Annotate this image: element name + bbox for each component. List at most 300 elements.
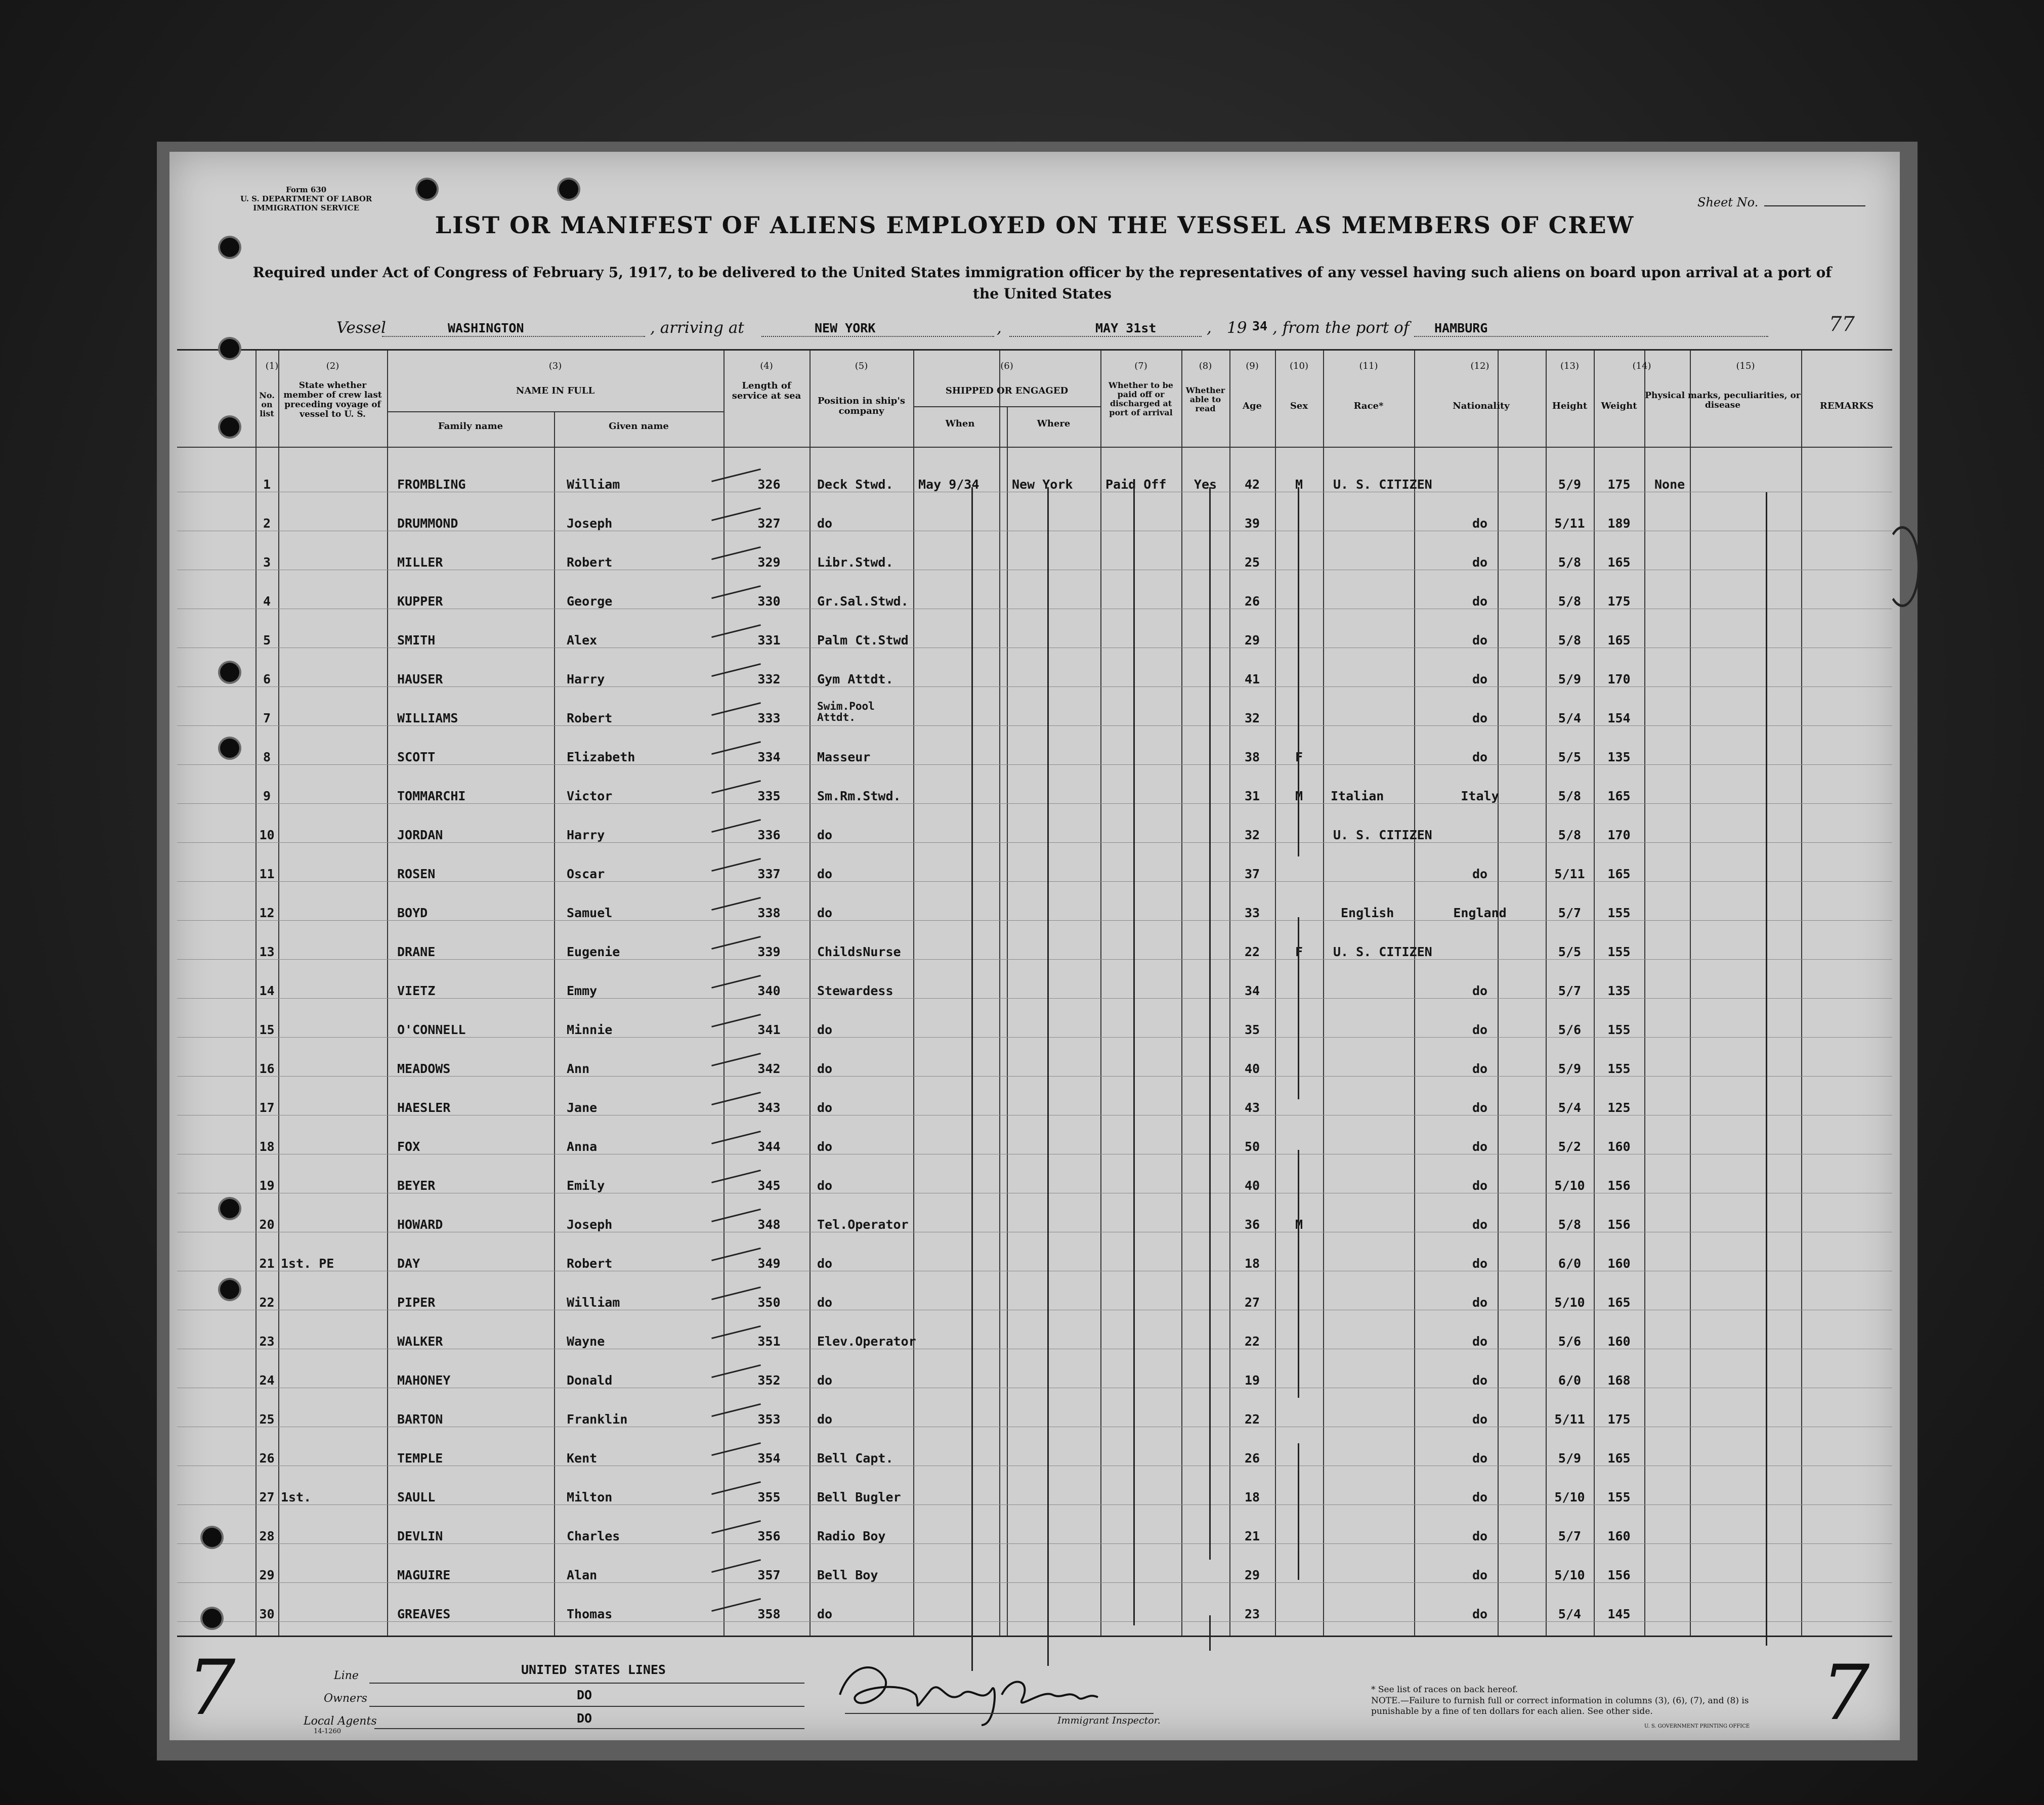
row-given-name: Anna — [567, 1139, 598, 1154]
penalty-note: NOTE.—Failure to furnish full or correct information in columns (3), (6), (7), and (8) is punishable by a fine of ten dollars for each alien. See other side. — [1371, 1696, 1749, 1716]
row-family-name: BARTON — [397, 1412, 443, 1427]
row-length-service: 353 — [757, 1412, 781, 1427]
row-position: do — [817, 828, 833, 842]
row-weight: 155 — [1607, 1022, 1631, 1037]
table-row-line — [177, 1582, 1892, 1583]
punch-hole — [559, 180, 578, 199]
row-weight: 155 — [1607, 944, 1631, 959]
row-family-name: MILLER — [397, 555, 443, 570]
row-given-name: Ann — [567, 1061, 590, 1076]
col-age: Age — [1242, 401, 1262, 411]
row-nationality: do — [1472, 1061, 1488, 1076]
row-height: 5/11 — [1554, 516, 1585, 531]
column-number: (15) — [1736, 361, 1755, 371]
row-nationality: England — [1453, 906, 1507, 920]
row-length-service: 337 — [757, 867, 781, 881]
col-weight: Weight — [1601, 401, 1637, 411]
row-age: 29 — [1244, 633, 1260, 648]
sheet-number-line — [1764, 205, 1865, 206]
row-age: 32 — [1244, 711, 1260, 725]
row-nationality: do — [1472, 1490, 1488, 1505]
row-position: Bell Boy — [817, 1568, 878, 1582]
column-number: (11) — [1359, 361, 1378, 371]
row-height: 6/0 — [1558, 1373, 1582, 1388]
row-given-name: Kent — [567, 1451, 598, 1466]
row-height: 5/4 — [1558, 1607, 1582, 1621]
row-age: 43 — [1244, 1100, 1260, 1115]
ditto-stroke — [1209, 487, 1211, 1560]
row-length-service: 350 — [757, 1295, 781, 1310]
vessel-name: WASHINGTON — [448, 321, 524, 335]
row-nationality: do — [1472, 1568, 1488, 1582]
row-position: Radio Boy — [817, 1529, 886, 1543]
row-position: Sm.Rm.Stwd. — [817, 789, 901, 803]
row-length-service: 357 — [757, 1568, 781, 1582]
department: U. S. DEPARTMENT OF LABOR — [240, 194, 372, 203]
row-given-name: Robert — [567, 555, 613, 570]
row-number: 5 — [263, 633, 271, 648]
handwritten-margin-mark — [1885, 526, 1920, 607]
ditto-stroke — [1298, 1443, 1299, 1580]
row-number: 2 — [263, 516, 271, 531]
row-nationality: do — [1472, 1529, 1488, 1543]
row-height: 5/9 — [1558, 477, 1582, 492]
row-age: 50 — [1244, 1139, 1260, 1154]
row-height: 5/8 — [1558, 633, 1582, 648]
row-number: 8 — [263, 750, 271, 764]
ditto-stroke — [1209, 1615, 1211, 1651]
row-weight: 160 — [1607, 1334, 1631, 1349]
row-length-service: 340 — [757, 983, 781, 998]
row-given-name: Franklin — [567, 1412, 628, 1427]
row-age: 31 — [1244, 789, 1260, 803]
row-nationality: do — [1472, 1295, 1488, 1310]
column-number: (14) — [1632, 361, 1651, 371]
column-number: (12) — [1470, 361, 1489, 371]
row-age: 27 — [1244, 1295, 1260, 1310]
arriving-dots — [761, 336, 994, 337]
row-position: do — [817, 1256, 833, 1271]
col-when: When — [945, 418, 975, 429]
col-no-on-list: No. on list — [259, 391, 275, 418]
row-position: do — [817, 906, 833, 920]
row-nationality: do — [1472, 1256, 1488, 1271]
punch-hole — [220, 1280, 239, 1299]
row-family-name: SAULL — [397, 1490, 436, 1505]
row-length-service: 358 — [757, 1607, 781, 1621]
row-race: U. S. CITIZEN — [1333, 828, 1432, 842]
row-weight: 160 — [1607, 1139, 1631, 1154]
col-given-name: Given name — [609, 421, 669, 432]
col-length-service: Length of service at sea — [732, 380, 801, 401]
row-length-service: 351 — [757, 1334, 781, 1349]
row-position: do — [817, 1373, 833, 1388]
row-family-name: BOYD — [397, 906, 428, 920]
row-number: 12 — [259, 906, 275, 920]
row-number: 21 — [259, 1256, 275, 1271]
name-subdivider — [387, 411, 723, 412]
punch-hole — [202, 1609, 222, 1628]
row-number: 24 — [259, 1373, 275, 1388]
row-position: do — [817, 516, 833, 531]
ditto-stroke — [1047, 487, 1049, 1666]
row-weight: 165 — [1607, 633, 1631, 648]
row-height: 5/9 — [1558, 672, 1582, 686]
row-family-name: O'CONNELL — [397, 1022, 466, 1037]
row-position: Deck Stwd. — [817, 477, 893, 492]
row-age: 38 — [1244, 750, 1260, 764]
printing-office: U. S. GOVERNMENT PRINTING OFFICE — [1644, 1724, 1750, 1729]
row-number: 14 — [259, 983, 275, 998]
agents-underline — [374, 1728, 804, 1729]
row-nationality: do — [1472, 750, 1488, 764]
row-number: 30 — [259, 1607, 275, 1621]
row-height: 5/4 — [1558, 711, 1582, 725]
row-age: 36 — [1244, 1217, 1260, 1232]
row-position: do — [817, 1061, 833, 1076]
row-length-service: 335 — [757, 789, 781, 803]
row-age: 18 — [1244, 1256, 1260, 1271]
row-age: 21 — [1244, 1529, 1260, 1543]
page-mark: 77 — [1829, 313, 1855, 336]
row-position: do — [817, 1178, 833, 1193]
row-given-name: Harry — [567, 828, 605, 842]
col-race: Race* — [1353, 401, 1384, 411]
row-position: do — [817, 1022, 833, 1037]
row-able-read: Yes — [1194, 477, 1217, 492]
row-family-name: MAHONEY — [397, 1373, 451, 1388]
row-length-service: 344 — [757, 1139, 781, 1154]
row-race: U. S. CITIZEN — [1333, 477, 1432, 492]
ditto-stroke — [1766, 492, 1767, 1646]
row-nationality: do — [1472, 983, 1488, 998]
row-length-service: 348 — [757, 1217, 781, 1232]
col-able-read: Whether able to read — [1185, 385, 1225, 413]
row-number: 29 — [259, 1568, 275, 1582]
row-nationality: do — [1472, 1334, 1488, 1349]
line-underline — [369, 1683, 804, 1684]
from-port: HAMBURG — [1434, 321, 1488, 335]
row-weight: 175 — [1607, 594, 1631, 609]
row-height: 5/11 — [1554, 867, 1585, 881]
row-length-service: 327 — [757, 516, 781, 531]
row-length-service: 341 — [757, 1022, 781, 1037]
col-sex: Sex — [1290, 401, 1308, 411]
row-age: 23 — [1244, 1607, 1260, 1621]
row-age: 32 — [1244, 828, 1260, 842]
row-weight: 125 — [1607, 1100, 1631, 1115]
row-number: 22 — [259, 1295, 275, 1310]
table-row-line — [177, 686, 1892, 687]
row-position: Masseur — [817, 750, 871, 764]
when-where-divider — [1007, 406, 1008, 1636]
table-row-line — [177, 803, 1892, 804]
comma-separator: , — [997, 319, 1002, 337]
col-remarks: REMARKS — [1819, 401, 1874, 411]
row-previous-voyage: 1st. PE — [281, 1256, 334, 1271]
table-row-line — [177, 998, 1892, 999]
row-height: 5/10 — [1554, 1295, 1585, 1310]
arriving-port: NEW YORK — [815, 321, 876, 335]
row-given-name: Milton — [567, 1490, 613, 1505]
row-nationality: Italy — [1461, 789, 1499, 803]
sheet-number — [1697, 195, 1865, 209]
row-length-service: 338 — [757, 906, 781, 920]
row-family-name: VIETZ — [397, 983, 436, 998]
row-sex: F — [1295, 750, 1303, 764]
row-nationality: do — [1472, 867, 1488, 881]
row-family-name: DRUMMOND — [397, 516, 458, 531]
punch-hole — [220, 739, 239, 758]
signature-line — [845, 1713, 1154, 1714]
family-given-divider — [554, 411, 555, 1636]
row-family-name: SMITH — [397, 633, 436, 648]
row-given-name: Joseph — [567, 516, 613, 531]
row-length-service: 329 — [757, 555, 781, 570]
row-race: Italian — [1331, 789, 1384, 803]
col-physical-marks: Physical marks, peculiarities, or disease — [1645, 391, 1801, 410]
row-sex: F — [1295, 944, 1303, 959]
row-nationality: do — [1472, 594, 1488, 609]
table-row-line — [177, 1037, 1892, 1038]
row-weight: 154 — [1607, 711, 1631, 725]
row-family-name: JORDAN — [397, 828, 443, 842]
row-nationality: do — [1472, 1373, 1488, 1388]
row-position: do — [817, 1100, 833, 1115]
row-length-service: 334 — [757, 750, 781, 764]
row-weight: 165 — [1607, 789, 1631, 803]
row-length-service: 343 — [757, 1100, 781, 1115]
row-family-name: FOX — [397, 1139, 420, 1154]
table-column-divider — [1644, 351, 1645, 1636]
from-label: , from the port of — [1272, 319, 1410, 337]
row-length-service: 355 — [757, 1490, 781, 1505]
row-given-name: Donald — [567, 1373, 613, 1388]
row-length-service: 330 — [757, 594, 781, 609]
row-family-name: MAGUIRE — [397, 1568, 451, 1582]
row-age: 42 — [1244, 477, 1260, 492]
col-name-in-full: NAME IN FULL — [516, 385, 595, 396]
col-where: Where — [1037, 418, 1071, 429]
table-row-line — [177, 725, 1892, 726]
row-nationality: do — [1472, 1022, 1488, 1037]
form-code: 14-1260 — [314, 1728, 342, 1735]
row-nationality: do — [1472, 1451, 1488, 1466]
row-number: 18 — [259, 1139, 275, 1154]
row-position: do — [817, 1607, 833, 1621]
row-number: 7 — [263, 711, 271, 725]
column-number: (6) — [1000, 361, 1013, 371]
form-id — [240, 185, 372, 212]
col-position: Position in ship's company — [817, 396, 906, 416]
table-column-divider — [1690, 351, 1691, 1636]
table-row-line — [177, 842, 1892, 843]
row-length-service: 336 — [757, 828, 781, 842]
row-weight: 156 — [1607, 1568, 1631, 1582]
row-weight: 170 — [1607, 672, 1631, 686]
row-family-name: SCOTT — [397, 750, 436, 764]
row-paid-off: Paid Off — [1105, 477, 1167, 492]
row-given-name: Harry — [567, 672, 605, 686]
row-number: 6 — [263, 672, 271, 686]
row-height: 5/6 — [1558, 1022, 1582, 1037]
row-length-service: 333 — [757, 711, 781, 725]
row-length-service: 326 — [757, 477, 781, 492]
row-family-name: WALKER — [397, 1334, 443, 1349]
age-sex-divider — [1275, 351, 1276, 1636]
col-paid-off: Whether to be paid off or discharged at port of arrival — [1109, 380, 1173, 417]
row-height: 5/9 — [1558, 1061, 1582, 1076]
row-length-service: 356 — [757, 1529, 781, 1543]
table-row-line — [177, 881, 1892, 882]
row-weight: 165 — [1607, 555, 1631, 570]
row-given-name: Oscar — [567, 867, 605, 881]
row-number: 17 — [259, 1100, 275, 1115]
row-weight: 165 — [1607, 867, 1631, 881]
owners-label: Owners — [324, 1692, 367, 1705]
ditto-stroke — [1133, 487, 1135, 1625]
row-number: 10 — [259, 828, 275, 842]
table-row-line — [177, 920, 1892, 921]
row-number: 15 — [259, 1022, 275, 1037]
row-height: 6/0 — [1558, 1256, 1582, 1271]
row-given-name: Alex — [567, 633, 598, 648]
column-number: (2) — [326, 361, 339, 371]
row-weight: 160 — [1607, 1529, 1631, 1543]
row-family-name: FROMBLING — [397, 477, 466, 492]
arrival-date: MAY 31st — [1095, 321, 1157, 335]
row-height: 5/2 — [1558, 1139, 1582, 1154]
row-height: 5/7 — [1558, 983, 1582, 998]
row-family-name: BEYER — [397, 1178, 436, 1193]
row-family-name: GREAVES — [397, 1607, 451, 1621]
row-position: Gr.Sal.Stwd. — [817, 594, 909, 609]
row-number: 3 — [263, 555, 271, 570]
row-number: 11 — [259, 867, 275, 881]
punch-hole — [220, 238, 239, 257]
row-weight: 156 — [1607, 1217, 1631, 1232]
row-height: 5/8 — [1558, 1217, 1582, 1232]
row-height: 5/7 — [1558, 906, 1582, 920]
year: 34 — [1252, 319, 1268, 333]
table-column-divider — [913, 351, 914, 1636]
row-number: 20 — [259, 1217, 275, 1232]
column-number: (5) — [855, 361, 868, 371]
row-sex: M — [1295, 1217, 1303, 1232]
table-column-divider — [387, 351, 388, 1636]
row-height: 5/10 — [1554, 1568, 1585, 1582]
row-length-service: 352 — [757, 1373, 781, 1388]
punch-hole — [220, 417, 239, 437]
row-given-name: William — [567, 1295, 620, 1310]
row-number: 13 — [259, 944, 275, 959]
line-value: UNITED STATES LINES — [521, 1662, 666, 1677]
column-number: (9) — [1246, 361, 1259, 371]
row-family-name: KUPPER — [397, 594, 443, 609]
row-age: 26 — [1244, 594, 1260, 609]
column-number: (13) — [1560, 361, 1579, 371]
row-given-name: Alan — [567, 1568, 598, 1582]
row-height: 5/10 — [1554, 1178, 1585, 1193]
row-race: U. S. CITIZEN — [1333, 944, 1432, 959]
line-label: Line — [334, 1669, 359, 1682]
row-given-name: Thomas — [567, 1607, 613, 1621]
page-title: LIST OR MANIFEST OF ALIENS EMPLOYED ON THE VESSEL AS MEMBERS OF CREW — [435, 211, 1635, 239]
row-nationality: do — [1472, 1607, 1488, 1621]
row-family-name: MEADOWS — [397, 1061, 451, 1076]
row-race: English — [1341, 906, 1394, 920]
row-family-name: WILLIAMS — [397, 711, 458, 725]
row-number: 25 — [259, 1412, 275, 1427]
row-number: 1 — [263, 477, 271, 492]
inspector-label: Immigrant Inspector. — [1057, 1715, 1161, 1726]
owners-underline — [369, 1706, 804, 1707]
row-given-name: Samuel — [567, 906, 613, 920]
row-height: 5/8 — [1558, 789, 1582, 803]
row-given-name: William — [567, 477, 620, 492]
row-position: Gym Attdt. — [817, 672, 893, 686]
row-given-name: Elizabeth — [567, 750, 635, 764]
table-column-divider — [810, 351, 811, 1636]
row-age: 35 — [1244, 1022, 1260, 1037]
row-position: Bell Bugler — [817, 1490, 901, 1505]
agents-label: Local Agents — [304, 1715, 377, 1728]
row-weight: 165 — [1607, 1451, 1631, 1466]
row-nationality: do — [1472, 555, 1488, 570]
row-nationality: do — [1472, 633, 1488, 648]
row-when: May 9/34 — [918, 477, 980, 492]
ditto-stroke — [971, 487, 973, 1671]
row-height: 5/6 — [1558, 1334, 1582, 1349]
row-age: 29 — [1244, 1568, 1260, 1582]
row-weight: 155 — [1607, 906, 1631, 920]
row-given-name: Emily — [567, 1178, 605, 1193]
ditto-stroke — [1298, 1150, 1299, 1398]
table-column-divider — [1100, 351, 1101, 1636]
row-length-service: 354 — [757, 1451, 781, 1466]
row-position: Palm Ct.Stwd — [817, 633, 909, 648]
row-age: 33 — [1244, 906, 1260, 920]
row-number: 16 — [259, 1061, 275, 1076]
form-number: Form 630 — [286, 185, 327, 194]
col-state-previous: State whether member of crew last preceding voyage of vessel to U. S. — [283, 380, 382, 419]
row-family-name: ROSEN — [397, 867, 436, 881]
voyage-line — [336, 319, 1814, 339]
row-age: 34 — [1244, 983, 1260, 998]
row-age: 26 — [1244, 1451, 1260, 1466]
sheet-number-label: Sheet No. — [1697, 195, 1759, 209]
row-nationality: do — [1472, 711, 1488, 725]
row-weight: 168 — [1607, 1373, 1631, 1388]
arriving-label: , arriving at — [650, 319, 744, 337]
row-physical-marks: None — [1654, 477, 1685, 492]
row-family-name: PIPER — [397, 1295, 436, 1310]
row-height: 5/5 — [1558, 944, 1582, 959]
vessel-dots — [382, 336, 645, 337]
row-nationality: do — [1472, 1178, 1488, 1193]
row-age: 40 — [1244, 1178, 1260, 1193]
comma-separator-2: , — [1207, 319, 1212, 337]
row-given-name: Victor — [567, 789, 613, 803]
column-number: (7) — [1134, 361, 1147, 371]
row-position: Stewardess — [817, 983, 893, 998]
row-nationality: do — [1472, 672, 1488, 686]
agents-value: DO — [577, 1711, 592, 1726]
page-subtitle: Required under Act of Congress of February 5, 1917, to be delivered to the United States immigration officer by the representatives of any vessel having such aliens on board upon arrival at a port of the United States — [252, 264, 1832, 302]
row-position: Swim.Pool Attdt. — [817, 700, 875, 723]
row-height: 5/7 — [1558, 1529, 1582, 1543]
row-position: do — [817, 867, 833, 881]
